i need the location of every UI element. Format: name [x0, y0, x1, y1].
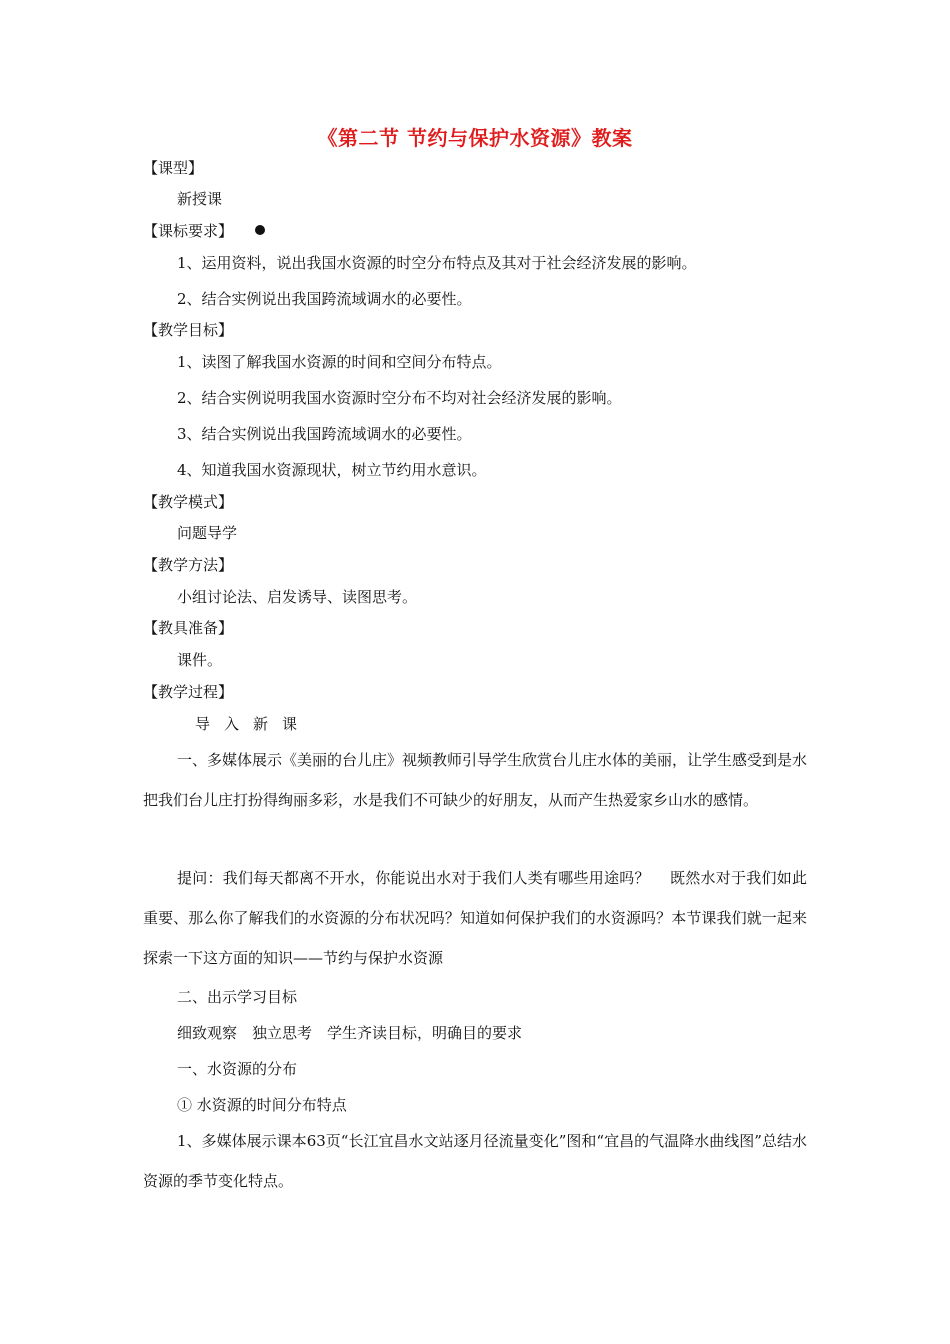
objectives-item-1: 1、读图了解我国水资源的时间和空间分布特点。	[177, 353, 502, 371]
process-paragraph-1: 一、多媒体展示《美丽的台儿庄》视频教师引导学生欣赏台儿庄水体的美丽，让学生感受到是水把我们台儿庄打扮得绚丽多彩，水是我们不可缺少的好朋友，从而产生热爱家乡山水的感情。	[143, 751, 808, 809]
heading-methods: 【教学方法】	[143, 556, 234, 574]
process-paragraph-3: 1、多媒体展示课本63页“长江宜昌水文站逐月径流量变化”图和“宜昌的气温降水曲线图”总结水资源的季节变化特点。	[143, 1132, 807, 1190]
heading-objectives: 【教学目标】	[143, 321, 234, 339]
objectives-item-3: 3、结合实例说出我国跨流域调水的必要性。	[177, 425, 472, 443]
standards-item-1: 1、运用资料，说出我国水资源的时空分布特点及其对于社会经济发展的影响。	[177, 254, 697, 272]
course-type-text: 新授课	[177, 190, 223, 208]
heading-process: 【教学过程】	[143, 683, 234, 701]
mode-text: 问题导学	[177, 524, 238, 542]
document-title: 《第二节 节约与保护水资源》教案	[317, 126, 633, 150]
standards-item-2: 2、结合实例说出我国跨流域调水的必要性。	[177, 290, 472, 308]
process-paragraph-2: 提问：我们每天都离不开水，你能说出水对于我们人类有哪些用途吗？ 既然水对于我们如此重要、那么你了解我们的水资源的分布状况吗？知道如何保护我们的水资源吗？本节课我们就一起来探索一下这方面的知识——节约与保护水资源	[143, 869, 807, 967]
process-part-1: 一、水资源的分布	[177, 1060, 298, 1078]
methods-text: 小组讨论法、启发诱导、读图思考。	[177, 588, 418, 606]
objectives-item-4: 4、知道我国水资源现状，树立节约用水意识。	[177, 461, 487, 479]
heading-standards-label: 【课标要求】	[143, 222, 234, 240]
process-part-1-sub: ① 水资源的时间分布特点	[177, 1096, 347, 1114]
black-dot-icon	[255, 225, 265, 235]
tools-text: 课件。	[177, 651, 223, 669]
heading-tools: 【教具准备】	[143, 619, 234, 637]
process-step-2: 二、出示学习目标	[177, 988, 298, 1006]
heading-course-type: 【课型】	[143, 159, 204, 177]
intro-label: 导入新课	[195, 715, 312, 733]
objectives-item-2: 2、结合实例说明我国水资源时空分布不均对社会经济发展的影响。	[177, 389, 622, 407]
heading-standards	[143, 221, 265, 241]
heading-mode: 【教学模式】	[143, 493, 234, 511]
process-step-2-detail: 细致观察 独立思考 学生齐读目标，明确目的要求	[177, 1024, 523, 1042]
